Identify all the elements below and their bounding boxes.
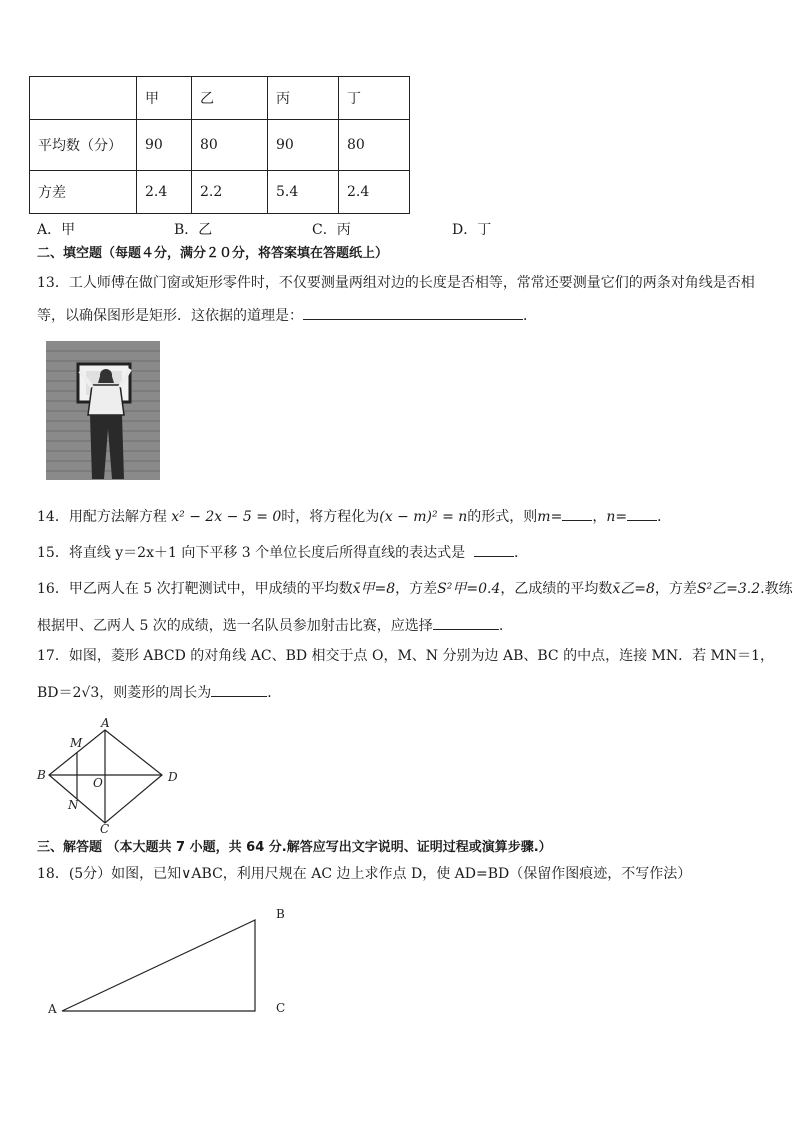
q16-text-e: .教练	[760, 581, 793, 597]
label-d: D	[168, 770, 178, 784]
q16-text2: 根据甲、乙两人 5 次的成绩，选一名队员参加射击比赛，应选择	[37, 618, 433, 634]
table-cell: 80	[192, 120, 268, 171]
q16-answer-blank[interactable]	[433, 615, 499, 630]
q16-mean-yi: x̄乙=8	[612, 581, 655, 597]
q17-text: BD＝2√3，则菱形的周长为	[37, 685, 212, 701]
label-c: C	[276, 1001, 286, 1015]
table-cell: 2.2	[192, 171, 268, 214]
row-label-variance: 方差	[30, 171, 137, 214]
table-header-row	[30, 77, 410, 120]
label-c: C	[100, 822, 110, 835]
q15-line	[37, 542, 528, 563]
q16-text-b: ，方差	[395, 581, 438, 597]
label-m: M	[70, 736, 83, 750]
row-label-mean: 平均数（分）	[30, 120, 137, 171]
worker-photo	[46, 341, 160, 480]
table-cell: 80	[339, 120, 410, 171]
q16-text-d: ，方差	[654, 581, 697, 597]
table-row	[30, 120, 410, 171]
option-b[interactable]: B．乙	[174, 222, 213, 238]
triangle-abc	[62, 920, 255, 1011]
q16-text-c: ，乙成绩的平均数	[500, 581, 613, 597]
label-b: B	[37, 768, 46, 782]
q15-text: 15．将直线 y＝2x＋1 向下平移 3 个单位长度后所得直线的表达式是	[37, 545, 466, 561]
table-cell: 2.4	[339, 171, 410, 214]
q14-n-blank[interactable]	[627, 506, 657, 521]
rhombus-diagram	[30, 715, 190, 835]
table-header-bing: 丙	[268, 77, 339, 120]
table-header-jia: 甲	[137, 77, 192, 120]
q14-line	[37, 506, 671, 527]
table-cell: 90	[137, 120, 192, 171]
q14-text2: 时，将方程化为	[281, 509, 380, 525]
table-cell: 5.4	[268, 171, 339, 214]
q17-line1: 17．如图，菱形 ABCD 的对角线 AC、BD 相交于点 O，M、N 分别为边 AB、BC 的中点，连接 MN．若 MN＝1，	[37, 648, 775, 664]
q14-m-label: m=	[537, 509, 563, 525]
q17-answer-blank[interactable]	[211, 682, 267, 697]
table-header-yi: 乙	[192, 77, 268, 120]
q15-answer-blank[interactable]	[474, 542, 514, 557]
q13-end: ．	[523, 308, 537, 324]
q17-line2	[37, 682, 281, 703]
label-b: B	[276, 907, 285, 921]
option-c[interactable]: C．丙	[312, 222, 351, 238]
q14-text3: 的形式，则	[467, 509, 538, 525]
label-a: A	[48, 1002, 57, 1016]
q14-equation: x² − 2x − 5 = 0	[171, 509, 282, 525]
label-a: A	[101, 716, 110, 730]
table-cell: 2.4	[137, 171, 192, 214]
q15-end: ．	[514, 545, 529, 561]
table-cell: 90	[268, 120, 339, 171]
variance-table	[29, 76, 410, 214]
option-a[interactable]: A．甲	[37, 222, 76, 238]
q13-text: 等，以确保图形是矩形．这依据的道理是：	[37, 308, 303, 324]
q16-end: .	[498, 618, 504, 634]
q16-line1	[37, 579, 793, 599]
q16-line2	[37, 615, 503, 636]
table-header-ding: 丁	[339, 77, 410, 120]
q18-text: 18．(5分）如图，已知∨ABC，利用尺规在 AC 边上求作点 D，使 AD=BD（保留作图痕迹，不写作法）	[37, 866, 692, 882]
table-cell	[30, 77, 137, 120]
q14-form: (x − m)² = n	[379, 509, 468, 525]
q17-end: ．	[267, 685, 282, 701]
triangle-abc-diagram	[40, 900, 300, 1025]
q14-m-blank[interactable]	[562, 506, 592, 521]
label-o: O	[93, 776, 103, 790]
q13-line2	[37, 305, 537, 326]
q16-var-yi: S²乙=3.2	[696, 581, 761, 597]
q14-sep: ，	[592, 509, 607, 525]
q16-var-jia: S²甲=0.4	[437, 581, 501, 597]
label-n: N	[68, 798, 79, 812]
q16-mean-jia: x̄甲=8	[352, 581, 396, 597]
table-row	[30, 171, 410, 214]
q16-text: 16．甲乙两人在 5 次打靶测试中，甲成绩的平均数	[37, 581, 353, 597]
section-3-title: 三、解答题 （本大题共 7 小题，共 64 分.解答应写出文字说明、证明过程或演算步骤.）	[37, 840, 552, 855]
option-d[interactable]: D．丁	[452, 222, 492, 238]
q13-answer-blank[interactable]	[303, 305, 523, 320]
q14-end: ．	[657, 509, 672, 525]
q14-n-label: n=	[606, 509, 628, 525]
q13-line1: 13．工人师傅在做门窗或矩形零件时，不仅要测量两组对边的长度是否相等，常常还要测量它们的两条对角线是否相	[37, 275, 755, 291]
section-2-title: 二、填空题（每题４分，满分２０分，将答案填在答题纸上）	[37, 246, 389, 261]
q14-text: 14．用配方法解方程	[37, 509, 172, 525]
